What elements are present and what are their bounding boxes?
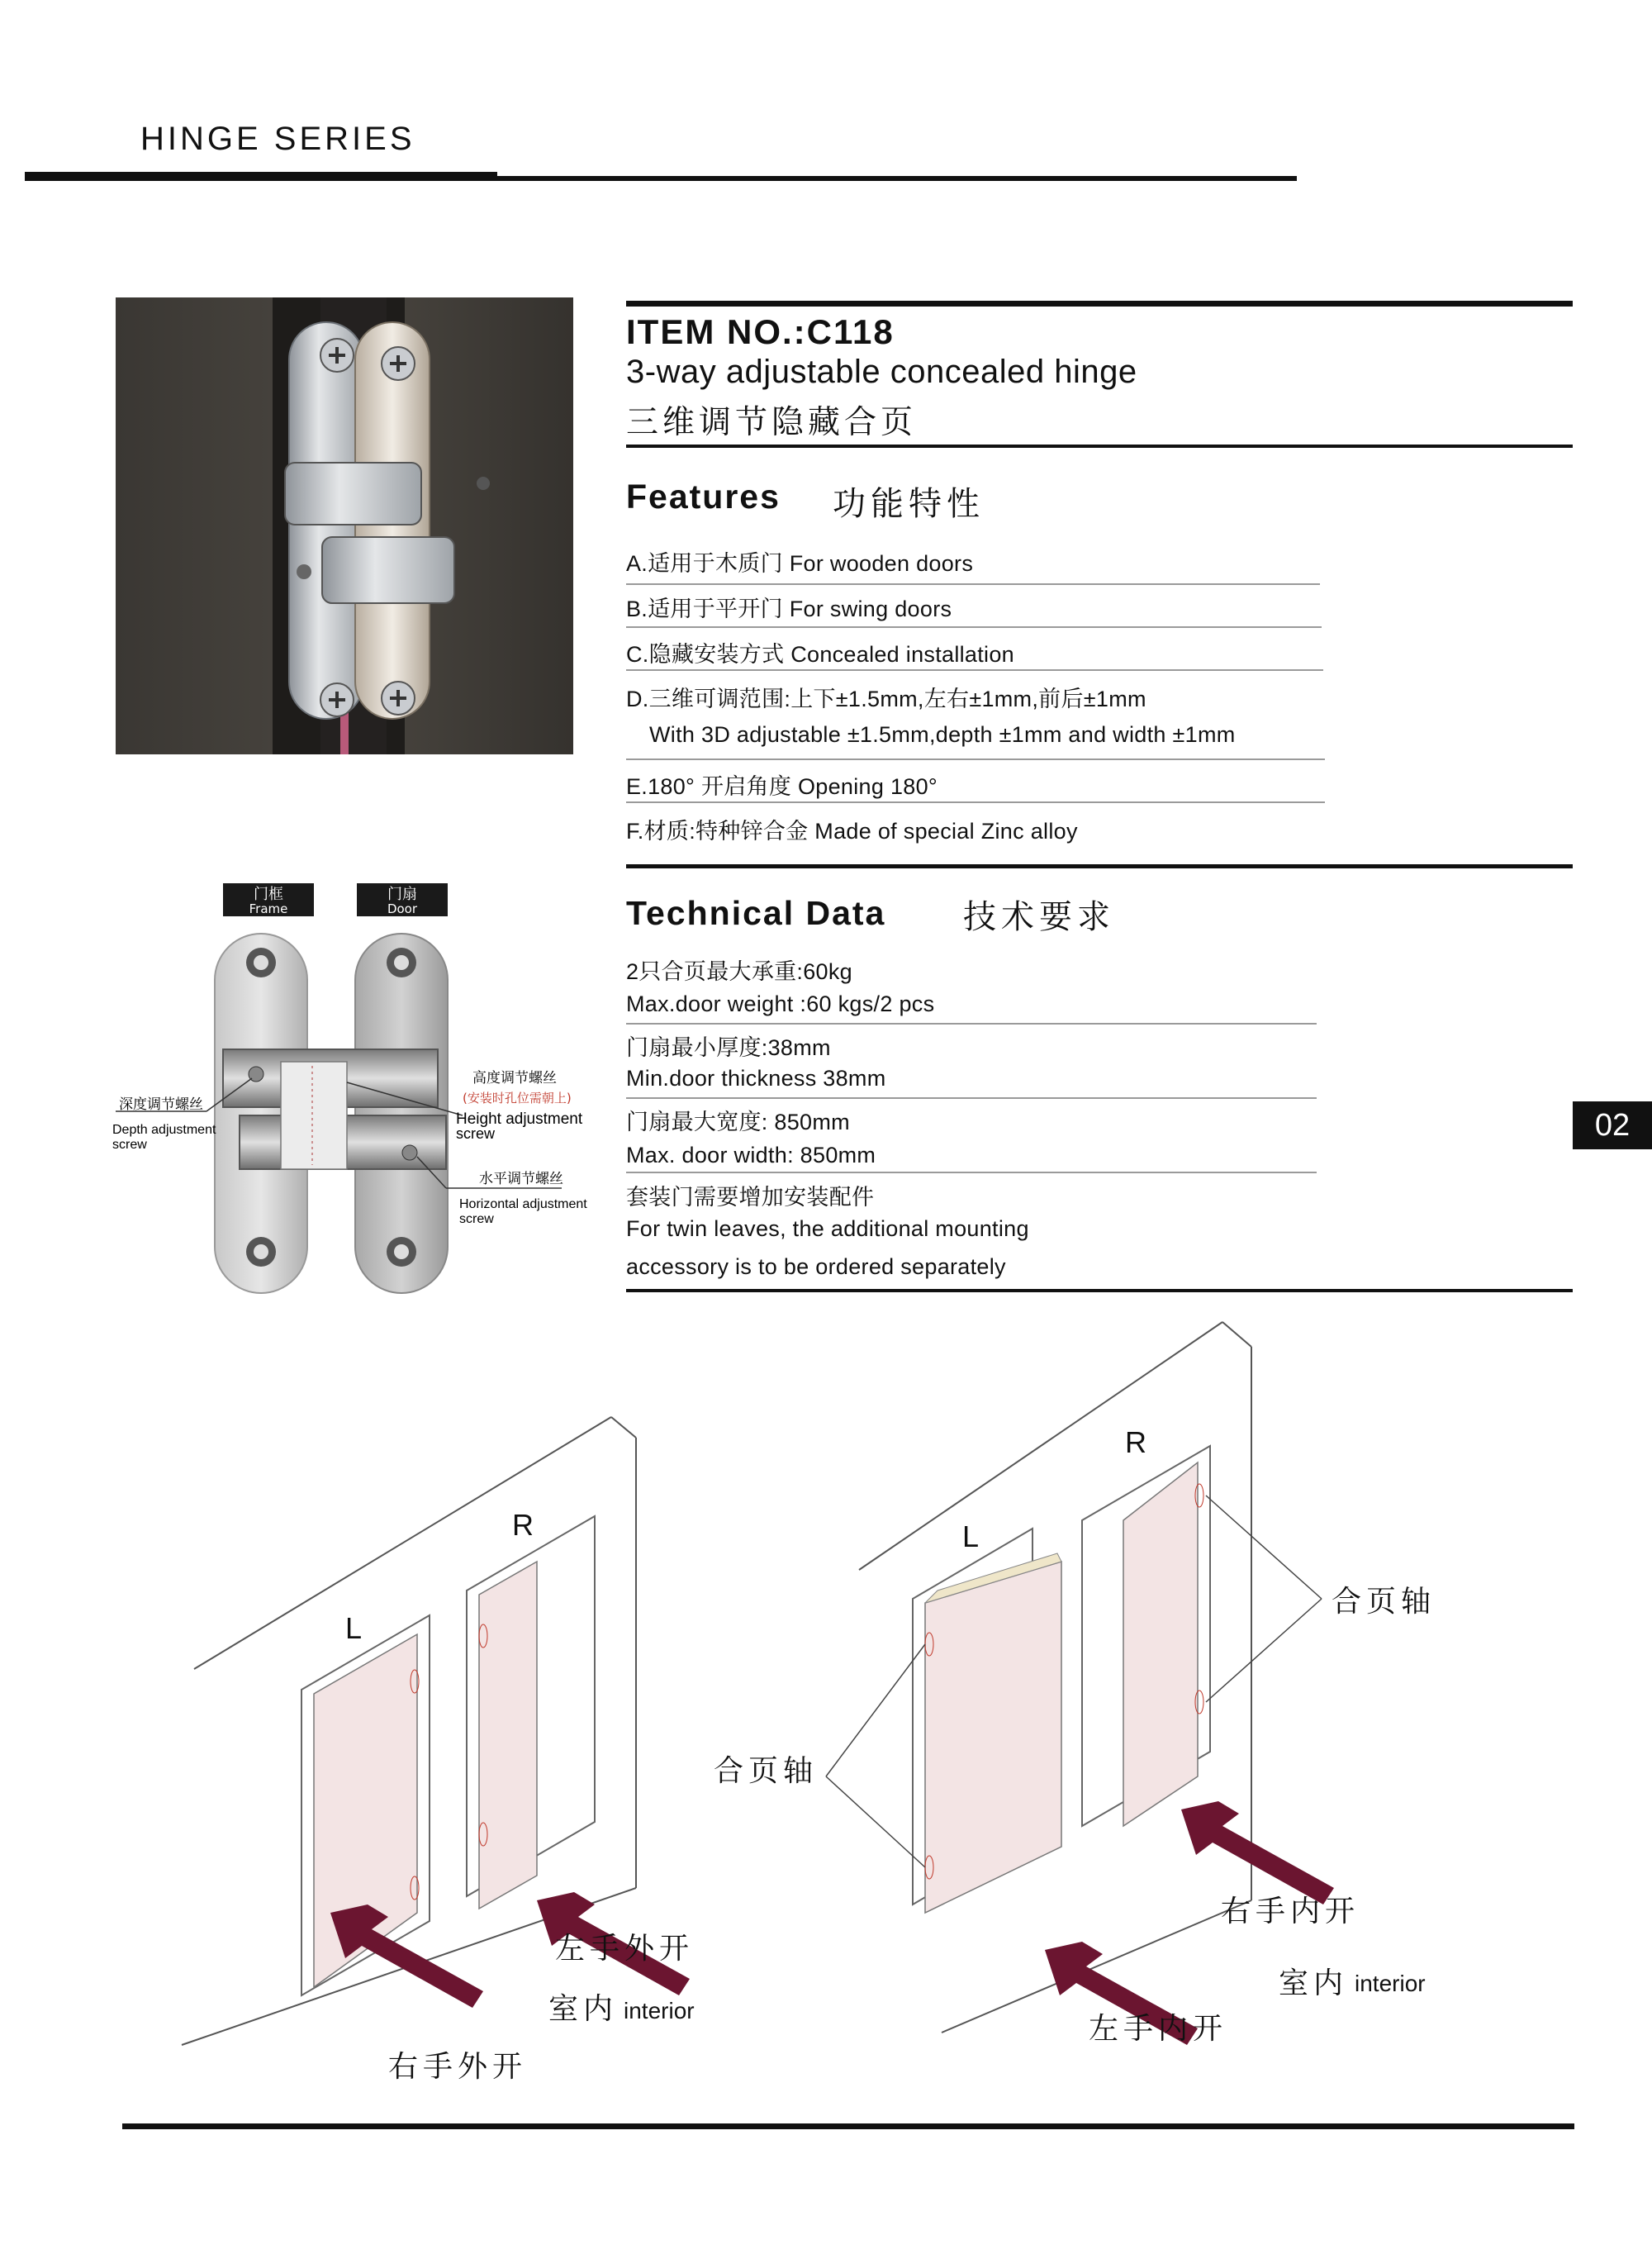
hinge-axis-label-right: 合页轴 (1332, 1585, 1436, 1619)
height-screw-label-zh: 高度调节螺丝 (472, 1070, 557, 1087)
tech-line: accessory is to be ordered separately (626, 1254, 1006, 1279)
technical-heading: Technical Data (626, 894, 886, 932)
height-screw-note: (安装时孔位需朝上) (463, 1091, 572, 1106)
tech-line: 门扇最小厚度:38mm (626, 1035, 831, 1060)
frame-label-zh: 门框 (254, 886, 283, 903)
door-opening-illustration (0, 1305, 1652, 2132)
feature-item-a: A.适用于木质门 For wooden doors (626, 551, 974, 576)
tech-line: For twin leaves, the additional mounting (626, 1216, 1029, 1241)
left-scene-L: L (345, 1611, 363, 1645)
frame-label-en: Frame (249, 901, 288, 916)
horizontal-screw-label-zh: 水平调节螺丝 (479, 1171, 563, 1187)
header-rule-thin (497, 176, 1297, 181)
right-inward-label: 右手内开 (1221, 1895, 1360, 1928)
feature-item-c: C.隐藏安装方式 Concealed installation (626, 642, 1014, 667)
item-number: ITEM NO.:C118 (626, 312, 895, 351)
technical-bottom-rule (626, 1289, 1573, 1292)
page-number-badge: 02 (1573, 1101, 1652, 1149)
interior-label-2-en: interior (1355, 1971, 1426, 1996)
item-bottom-rule (626, 445, 1573, 448)
door-label-en: Door (387, 901, 418, 916)
tech-divider (626, 1023, 1317, 1025)
left-scene-R: R (512, 1508, 534, 1542)
feature-item-d: D.三维可调范围:上下±1.5mm,左右±1mm,前后±1mm (626, 687, 1146, 711)
right-scene-R: R (1125, 1425, 1146, 1459)
features-bottom-rule (626, 864, 1573, 868)
product-photo (116, 297, 573, 754)
tech-line: Max.door weight :60 kgs/2 pcs (626, 991, 935, 1016)
right-scene-L: L (962, 1519, 980, 1553)
tech-line: 2只合页最大承重:60kg (626, 959, 852, 984)
depth-screw-label-en: Depth adjustment (112, 1123, 216, 1137)
technical-heading-zh: 技术要求 (963, 899, 1115, 935)
series-title: HINGE SERIES (140, 121, 415, 157)
horizontal-screw-label-en-2: screw (459, 1212, 494, 1226)
tech-divider (626, 1172, 1317, 1173)
feature-divider (626, 583, 1320, 585)
interior-label-2-zh: 室内 (1279, 1966, 1349, 2000)
feature-divider (626, 758, 1325, 760)
hinge-axis-label-left: 合页轴 (714, 1754, 819, 1788)
tech-line: 门扇最大宽度: 850mm (626, 1110, 850, 1134)
left-outward-label: 左手外开 (555, 1932, 695, 1966)
item-top-rule (626, 301, 1573, 307)
hinge-diagram (99, 876, 611, 1305)
horizontal-screw-label-en: Horizontal adjustment (459, 1197, 587, 1211)
feature-divider (626, 801, 1325, 803)
header-rule-thick (25, 172, 497, 181)
height-screw-label-en-2: screw (456, 1125, 496, 1142)
footer-rule (122, 2123, 1574, 2129)
left-inward-label: 左手内开 (1089, 2012, 1228, 2046)
item-name-zh: 三维调节隐藏合页 (626, 405, 918, 440)
feature-item-b: B.适用于平开门 For swing doors (626, 597, 952, 621)
item-name-en: 3-way adjustable concealed hinge (626, 354, 1137, 390)
feature-divider (626, 669, 1323, 671)
door-label-zh: 门扇 (387, 886, 417, 903)
features-heading: Features (626, 478, 781, 516)
feature-item-e: E.180° 开启角度 Opening 180° (626, 774, 938, 799)
depth-screw-label-zh: 深度调节螺丝 (119, 1096, 203, 1113)
feature-item-d-en: With 3D adjustable ±1.5mm,depth ±1mm and width ±1mm (649, 722, 1236, 747)
features-heading-zh: 功能特性 (833, 486, 985, 522)
depth-screw-label-en-2: screw (112, 1138, 147, 1152)
tech-line: 套装门需要增加安装配件 (626, 1185, 875, 1210)
tech-line: Max. door width: 850mm (626, 1143, 876, 1167)
arrow-right-inward (1181, 1801, 1334, 1904)
interior-label-1-zh: 室内 (548, 1992, 619, 2026)
tech-line: Min.door thickness 38mm (626, 1066, 886, 1091)
feature-divider (626, 626, 1322, 628)
height-screw-label-en: Height adjustment (456, 1110, 583, 1128)
tech-divider (626, 1097, 1317, 1099)
right-outward-label: 右手外开 (388, 2050, 528, 2084)
feature-item-f: F.材质:特种锌合金 Made of special Zinc alloy (626, 819, 1078, 844)
interior-label-1-en: interior (624, 1998, 695, 2023)
